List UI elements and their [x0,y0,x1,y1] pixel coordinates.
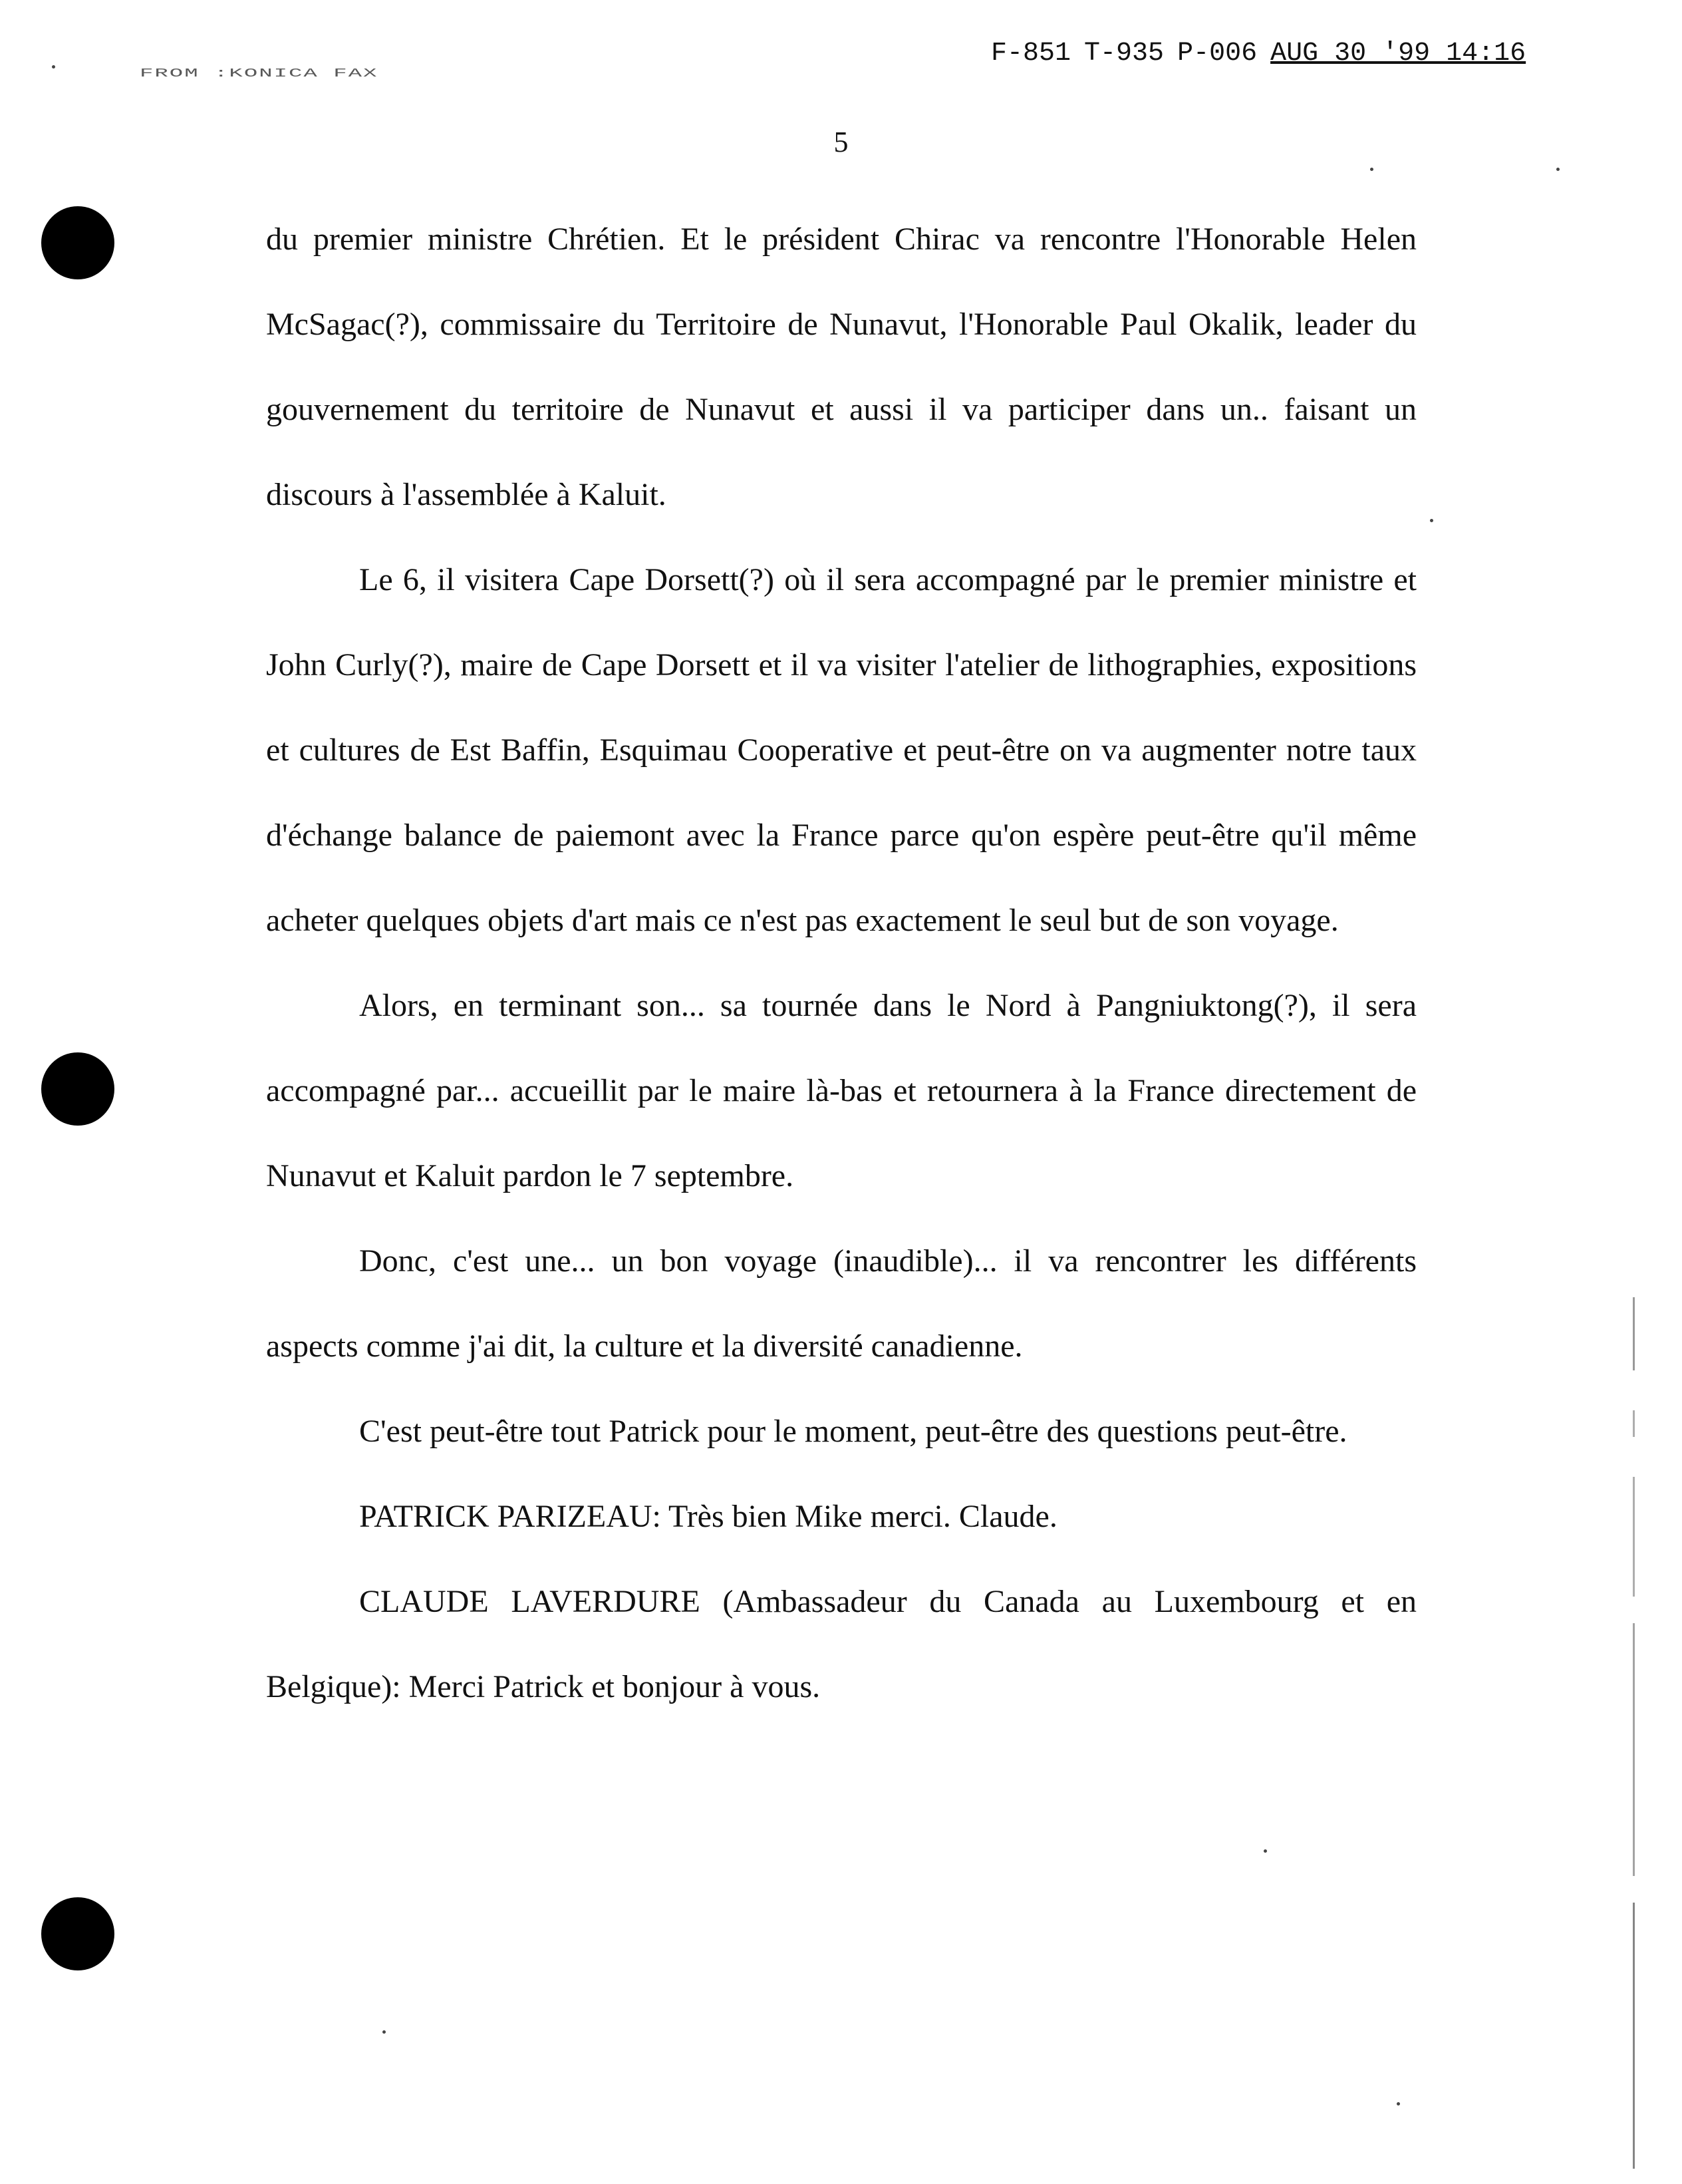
fax-transmission-header [991,39,1539,69]
paragraph-bon-voyage: Donc, c'est une... un bon voyage (inaudible)... il va rencontrer les différents aspects comme j'ai dit, la culture et la diversité canadienne. [266,1243,1417,1364]
punch-hole-bottom [41,1897,114,1970]
scan-noise-mark [1633,1297,1635,1370]
scan-noise-mark [1633,1903,1635,2169]
scan-noise-mark [1633,1410,1635,1437]
paragraph-patrick-parizeau: PATRICK PARIZEAU: Très bien Mike merci. Claude. [359,1499,1057,1534]
scan-noise-mark [1633,1477,1635,1597]
scan-speck [1370,168,1373,171]
scan-speck [1430,519,1433,522]
scan-speck [52,65,55,69]
scan-noise-mark [1633,1623,1635,1876]
fax-code-2: T-935 [1084,39,1165,69]
punch-hole-top [41,206,114,279]
fax-date-time: AUG 30 '99 14:16 [1270,39,1526,69]
scan-speck [1264,1849,1267,1853]
paragraph-continuation: du premier ministre Chrétien. Et le président Chirac va rencontre l'Honorable Helen McSagac(?), commissaire du Territoire de Nunavut, l'Honorable Paul Okalik, leader du gouvernement du territoire de Nunavut et aussi il va participer dans un.. faisant un discours à l'assemblée à Kaluit. [266,222,1417,512]
scan-speck [1397,2102,1400,2106]
paragraph-cape-dorsett: Le 6, il visitera Cape Dorsett(?) où il sera accompagné par le premier ministre et John Curly(?), maire de Cape Dorsett et il va visiter l'atelier de lithographies, expositions et cultures de Est Baffin, Esquimau Cooperative et peut-être on va augmenter notre taux d'échange balance de paiemont avec la France parce qu'on espère peut-être qu'il même acheter quelques objets d'art mais ce n'est pas exactement le seul but de son voyage. [266,562,1417,938]
paragraph-claude-laverdure: CLAUDE LAVERDURE (Ambassadeur du Canada au Luxembourg et en Belgique): Merci Patrick et bonjour à vous. [266,1584,1417,1704]
paragraph-questions: C'est peut-être tout Patrick pour le moment, peut-être des questions peut-être. [359,1414,1347,1449]
scan-speck [1556,168,1560,171]
scan-speck [382,2030,386,2034]
fax-page-code: P-006 [1177,39,1258,69]
punch-hole-middle [41,1052,114,1126]
paragraph-pangniuktong: Alors, en terminant son... sa tournée dans le Nord à Pangniuktong(?), il sera accompagné par... accueillit par le maire là-bas et retournera à la France directement de Nunavut et Kaluit pardon le 7 septembre. [266,988,1417,1193]
page-number: 5 [833,126,849,158]
fax-sender-line: FROM :KONICA FAX [140,67,378,80]
document-body [266,197,1417,1730]
fax-code-1: F-851 [991,39,1071,69]
